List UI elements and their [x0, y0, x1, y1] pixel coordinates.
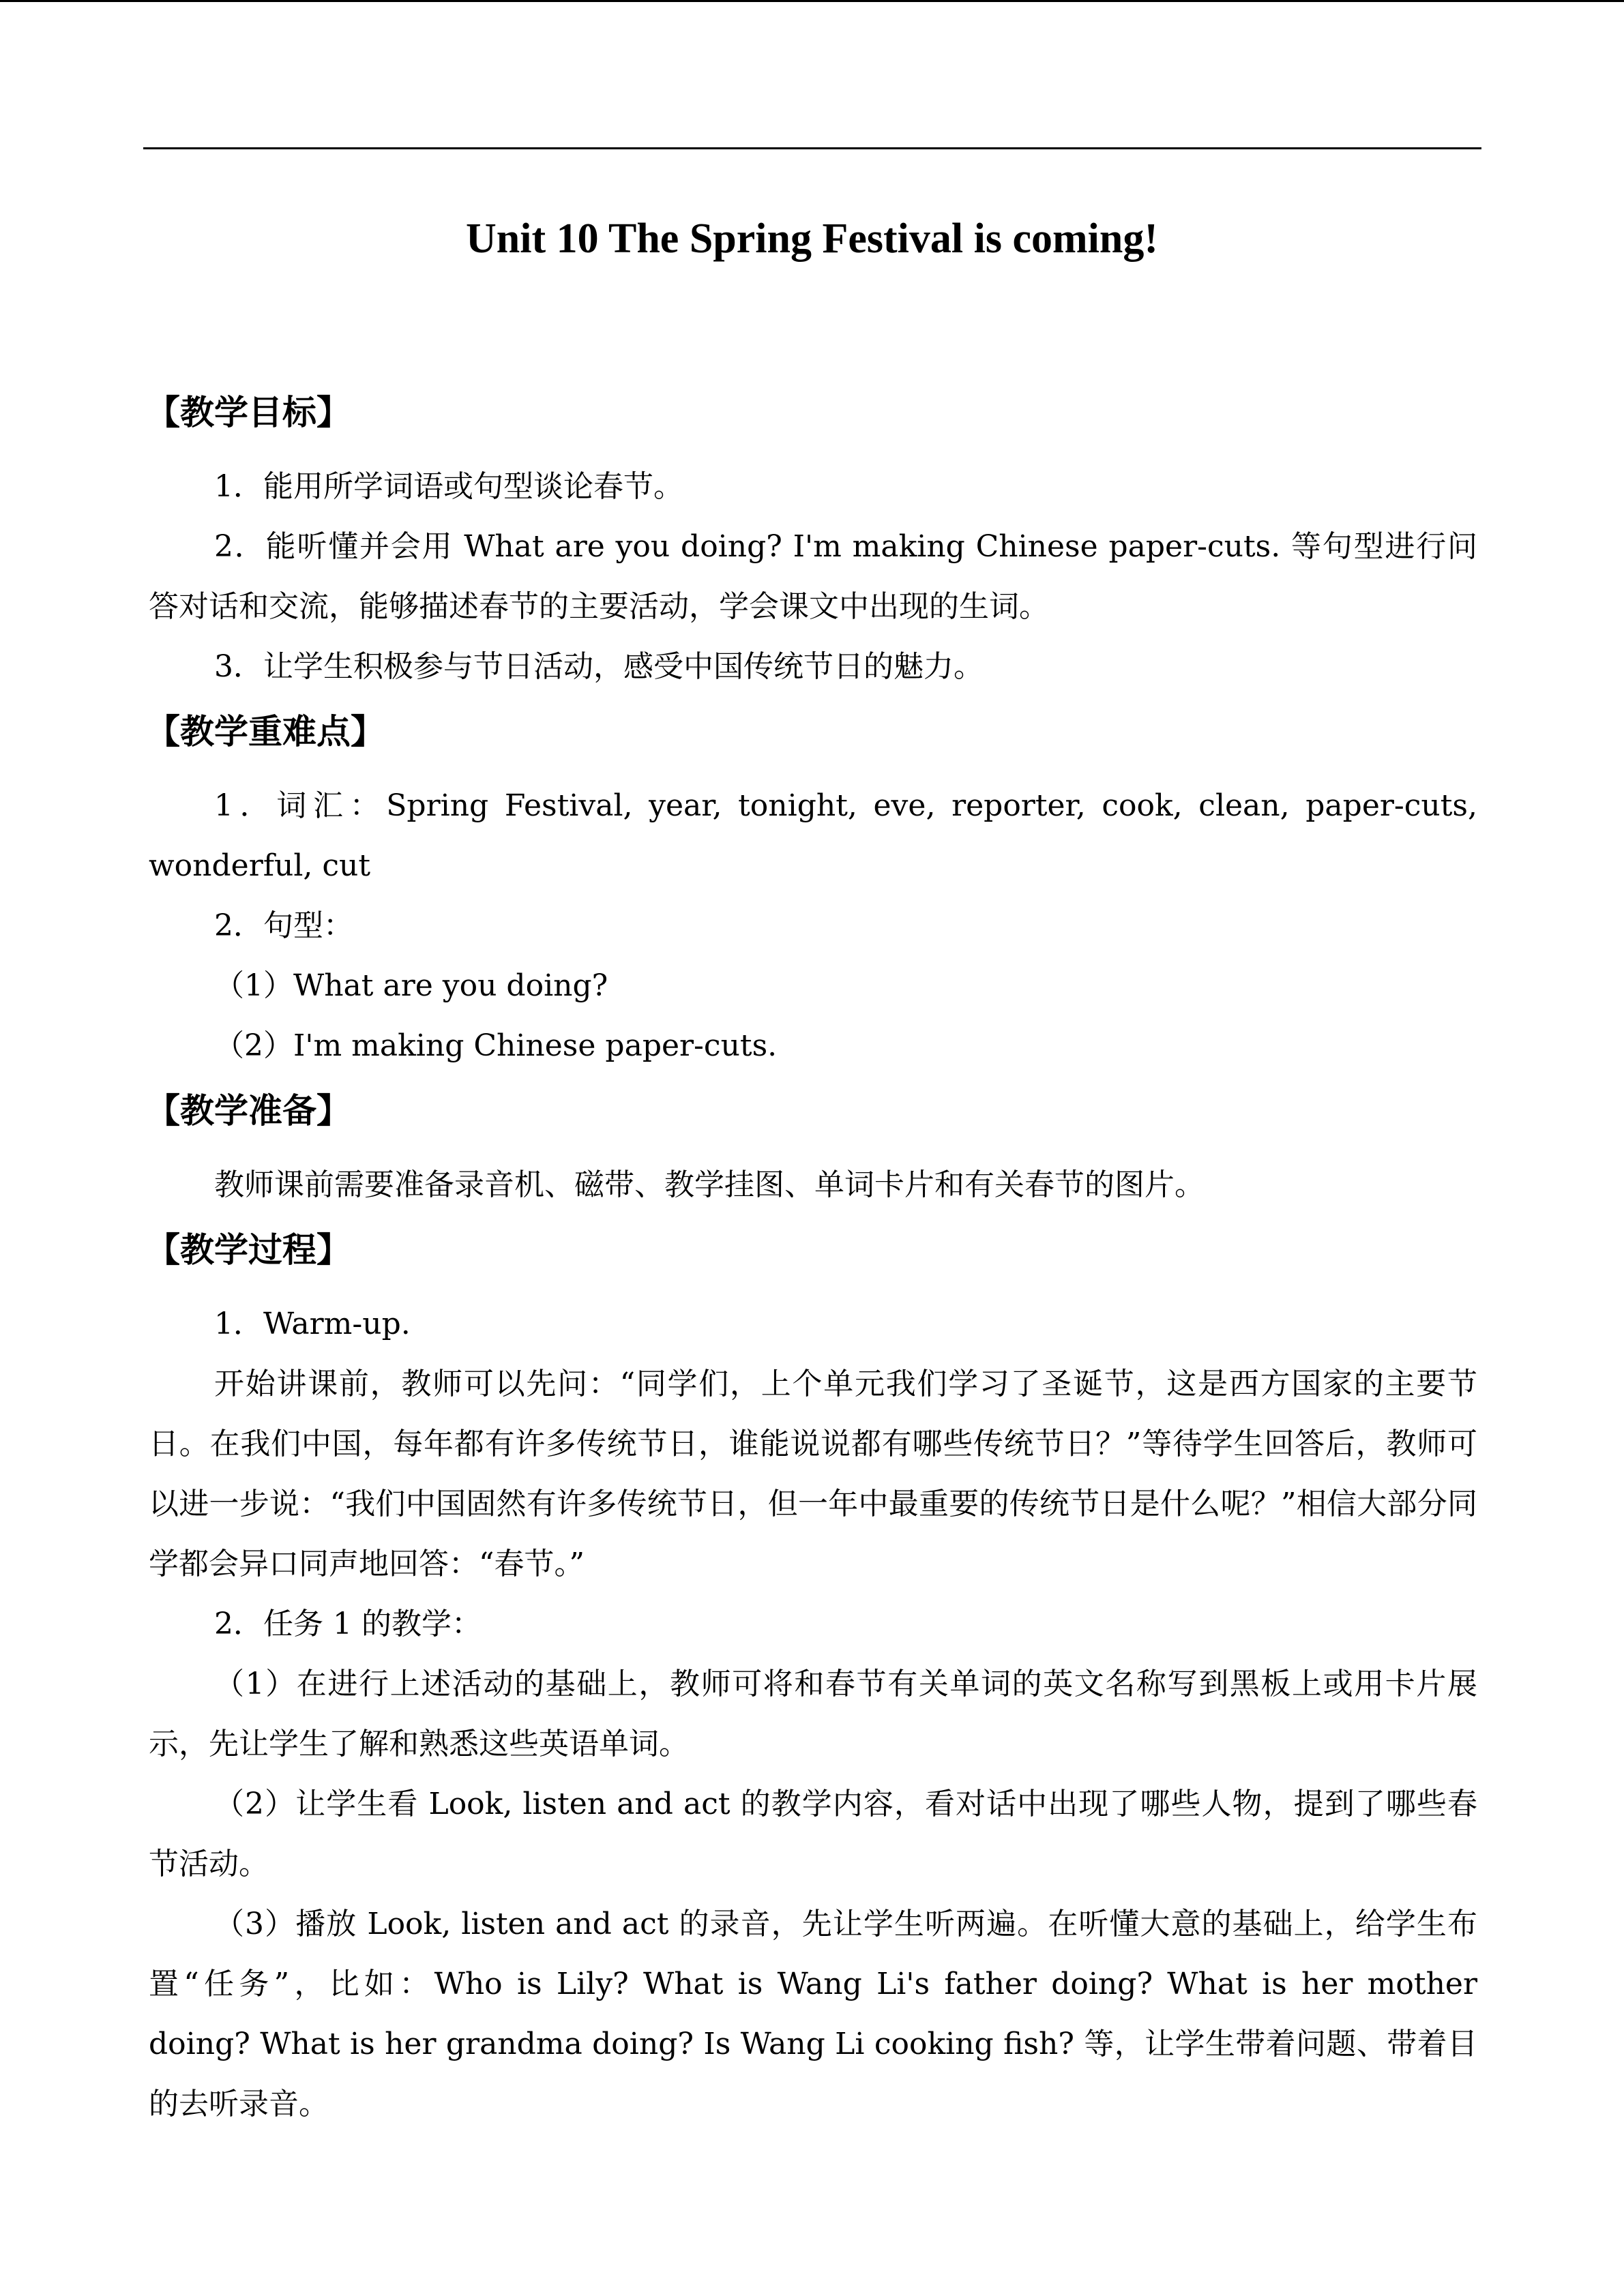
task1-step: （3）播放 Look, listen and act 的录音，先让学生听两遍。在听懂大意的基础上，给学生布置“任务”，比如：Who is Lily? What is Wang Li's father doing? What is her mother doing? What is her grandma doing? Is Wang Li cooking fish? 等，让学生带着问题、带着目的去听录音。 — [149, 1907, 1477, 2121]
patterns-label: 2．句型： — [214, 908, 353, 943]
section-heading-key-points: 【教学重难点】 — [146, 712, 385, 751]
page-title: Unit 10 The Spring Festival is coming! — [465, 215, 1159, 262]
warmup-label: 1．Warm-up. — [214, 1307, 411, 1341]
pattern-item: （2）I'm making Chinese paper-cuts. — [214, 1028, 778, 1063]
warmup-text: 开始讲课前，教师可以先问：“同学们，上个单元我们学习了圣诞节，这是西方国家的主要节日。在我们中国，每年都有许多传统节日，谁能说说都有哪些传统节日？”等待学生回答后，教师可以进一步说：“我们中国固然有许多传统节日，但一年中最重要的传统节日是什么呢？”相信大部分同学都会异口同声地回答：“春节。” — [149, 1367, 1477, 1581]
section-heading-objectives: 【教学目标】 — [146, 393, 351, 432]
header-rule — [143, 147, 1481, 149]
task1-step: （2）让学生看 Look, listen and act 的教学内容，看对话中出现了哪些人物，提到了哪些春节活动。 — [149, 1787, 1477, 1881]
objective-item: 3．让学生积极参与节日活动，感受中国传统节日的魅力。 — [214, 649, 984, 684]
top-border — [0, 0, 1624, 2]
section-heading-preparation: 【教学准备】 — [146, 1091, 351, 1131]
task1-label: 2．任务 1 的教学： — [214, 1607, 482, 1641]
preparation-text: 教师课前需要准备录音机、磁带、教学挂图、单词卡片和有关春节的图片。 — [214, 1167, 1205, 1202]
document-body — [146, 382, 1477, 2134]
section-heading-process: 【教学过程】 — [146, 1230, 351, 1270]
objective-item: 2．能听懂并会用 What are you doing? I'm making Chinese paper-cuts. 等句型进行问答对话和交流，能够描述春节的主要活动，学会课文中出现的生词。 — [149, 529, 1477, 624]
task1-step: （1）在进行上述活动的基础上，教师可将和春节有关单词的英文名称写到黑板上或用卡片展示，先让学生了解和熟悉这些英语单词。 — [149, 1667, 1477, 1761]
vocabulary-line: 1．词汇：Spring Festival, year, tonight, eve, reporter, cook, clean, paper-cuts, wonderful, cut — [149, 788, 1477, 883]
objective-item: 1．能用所学词语或句型谈论春节。 — [214, 469, 683, 504]
pattern-item: （1）What are you doing? — [214, 968, 608, 1003]
